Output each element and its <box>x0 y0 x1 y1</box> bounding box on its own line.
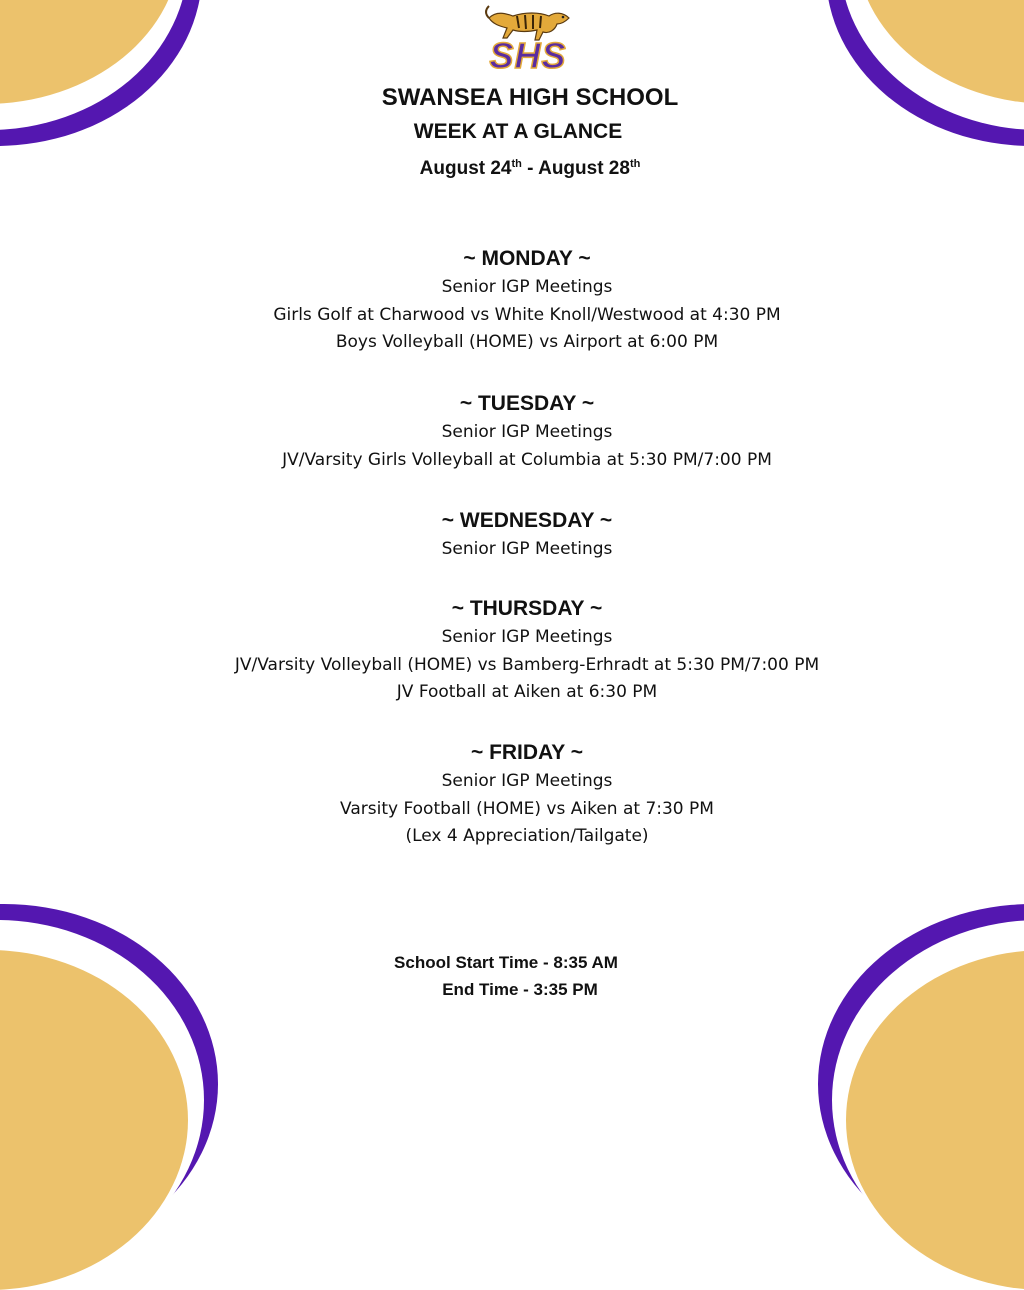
day-title: ~ THURSDAY ~ <box>451 597 603 620</box>
event-item: JV/Varsity Volleyball (HOME) vs Bamberg-Erhradt at 5:30 PM/7:00 PM <box>234 654 820 675</box>
event-item: Girls Golf at Charwood vs White Knoll/Westwood at 4:30 PM <box>273 304 781 325</box>
school-name: SWANSEA HIGH SCHOOL <box>381 84 679 111</box>
date-start-suffix: th <box>511 158 522 170</box>
event-item: Senior IGP Meetings <box>441 422 613 442</box>
event-item: JV Football at Aiken at 6:30 PM <box>396 682 658 702</box>
event-item: Senior IGP Meetings <box>441 539 613 559</box>
event-item: Senior IGP Meetings <box>441 771 613 791</box>
school-start-time: School Start Time - 8:35 AM <box>394 953 618 972</box>
day-title: ~ TUESDAY ~ <box>459 392 595 415</box>
page-subtitle: WEEK AT A GLANCE <box>413 120 623 143</box>
event-item: JV/Varsity Girls Volleyball at Columbia at 5:30 PM/7:00 PM <box>282 449 772 470</box>
school-logo <box>483 4 573 76</box>
school-hours <box>0 949 1012 1003</box>
event-item: Senior IGP Meetings <box>441 627 613 647</box>
day-title: ~ MONDAY ~ <box>463 247 591 270</box>
day-section-wednesday <box>0 506 1024 564</box>
day-section-friday <box>0 738 1024 851</box>
day-section-thursday <box>0 594 1024 707</box>
day-section-tuesday <box>0 389 1024 474</box>
event-item: Boys Volleyball (HOME) vs Airport at 6:00 PM <box>335 332 719 352</box>
date-end: August 28 <box>538 158 630 179</box>
day-title: ~ WEDNESDAY ~ <box>441 509 613 532</box>
date-end-suffix: th <box>629 158 641 170</box>
date-separator: - <box>521 158 539 179</box>
school-end-time: End Time - 3:35 PM <box>442 980 598 999</box>
event-item: Varsity Football (HOME) vs Aiken at 7:30 PM <box>340 798 714 819</box>
logo-text: SHS <box>489 35 567 76</box>
day-title: ~ FRIDAY ~ <box>470 741 584 764</box>
day-section-monday <box>0 244 1024 357</box>
event-item: (Lex 4 Appreciation/Tailgate) <box>405 826 649 846</box>
event-item: Senior IGP Meetings <box>441 277 613 297</box>
date-start: August 24 <box>419 158 512 179</box>
date-range <box>0 158 1024 180</box>
